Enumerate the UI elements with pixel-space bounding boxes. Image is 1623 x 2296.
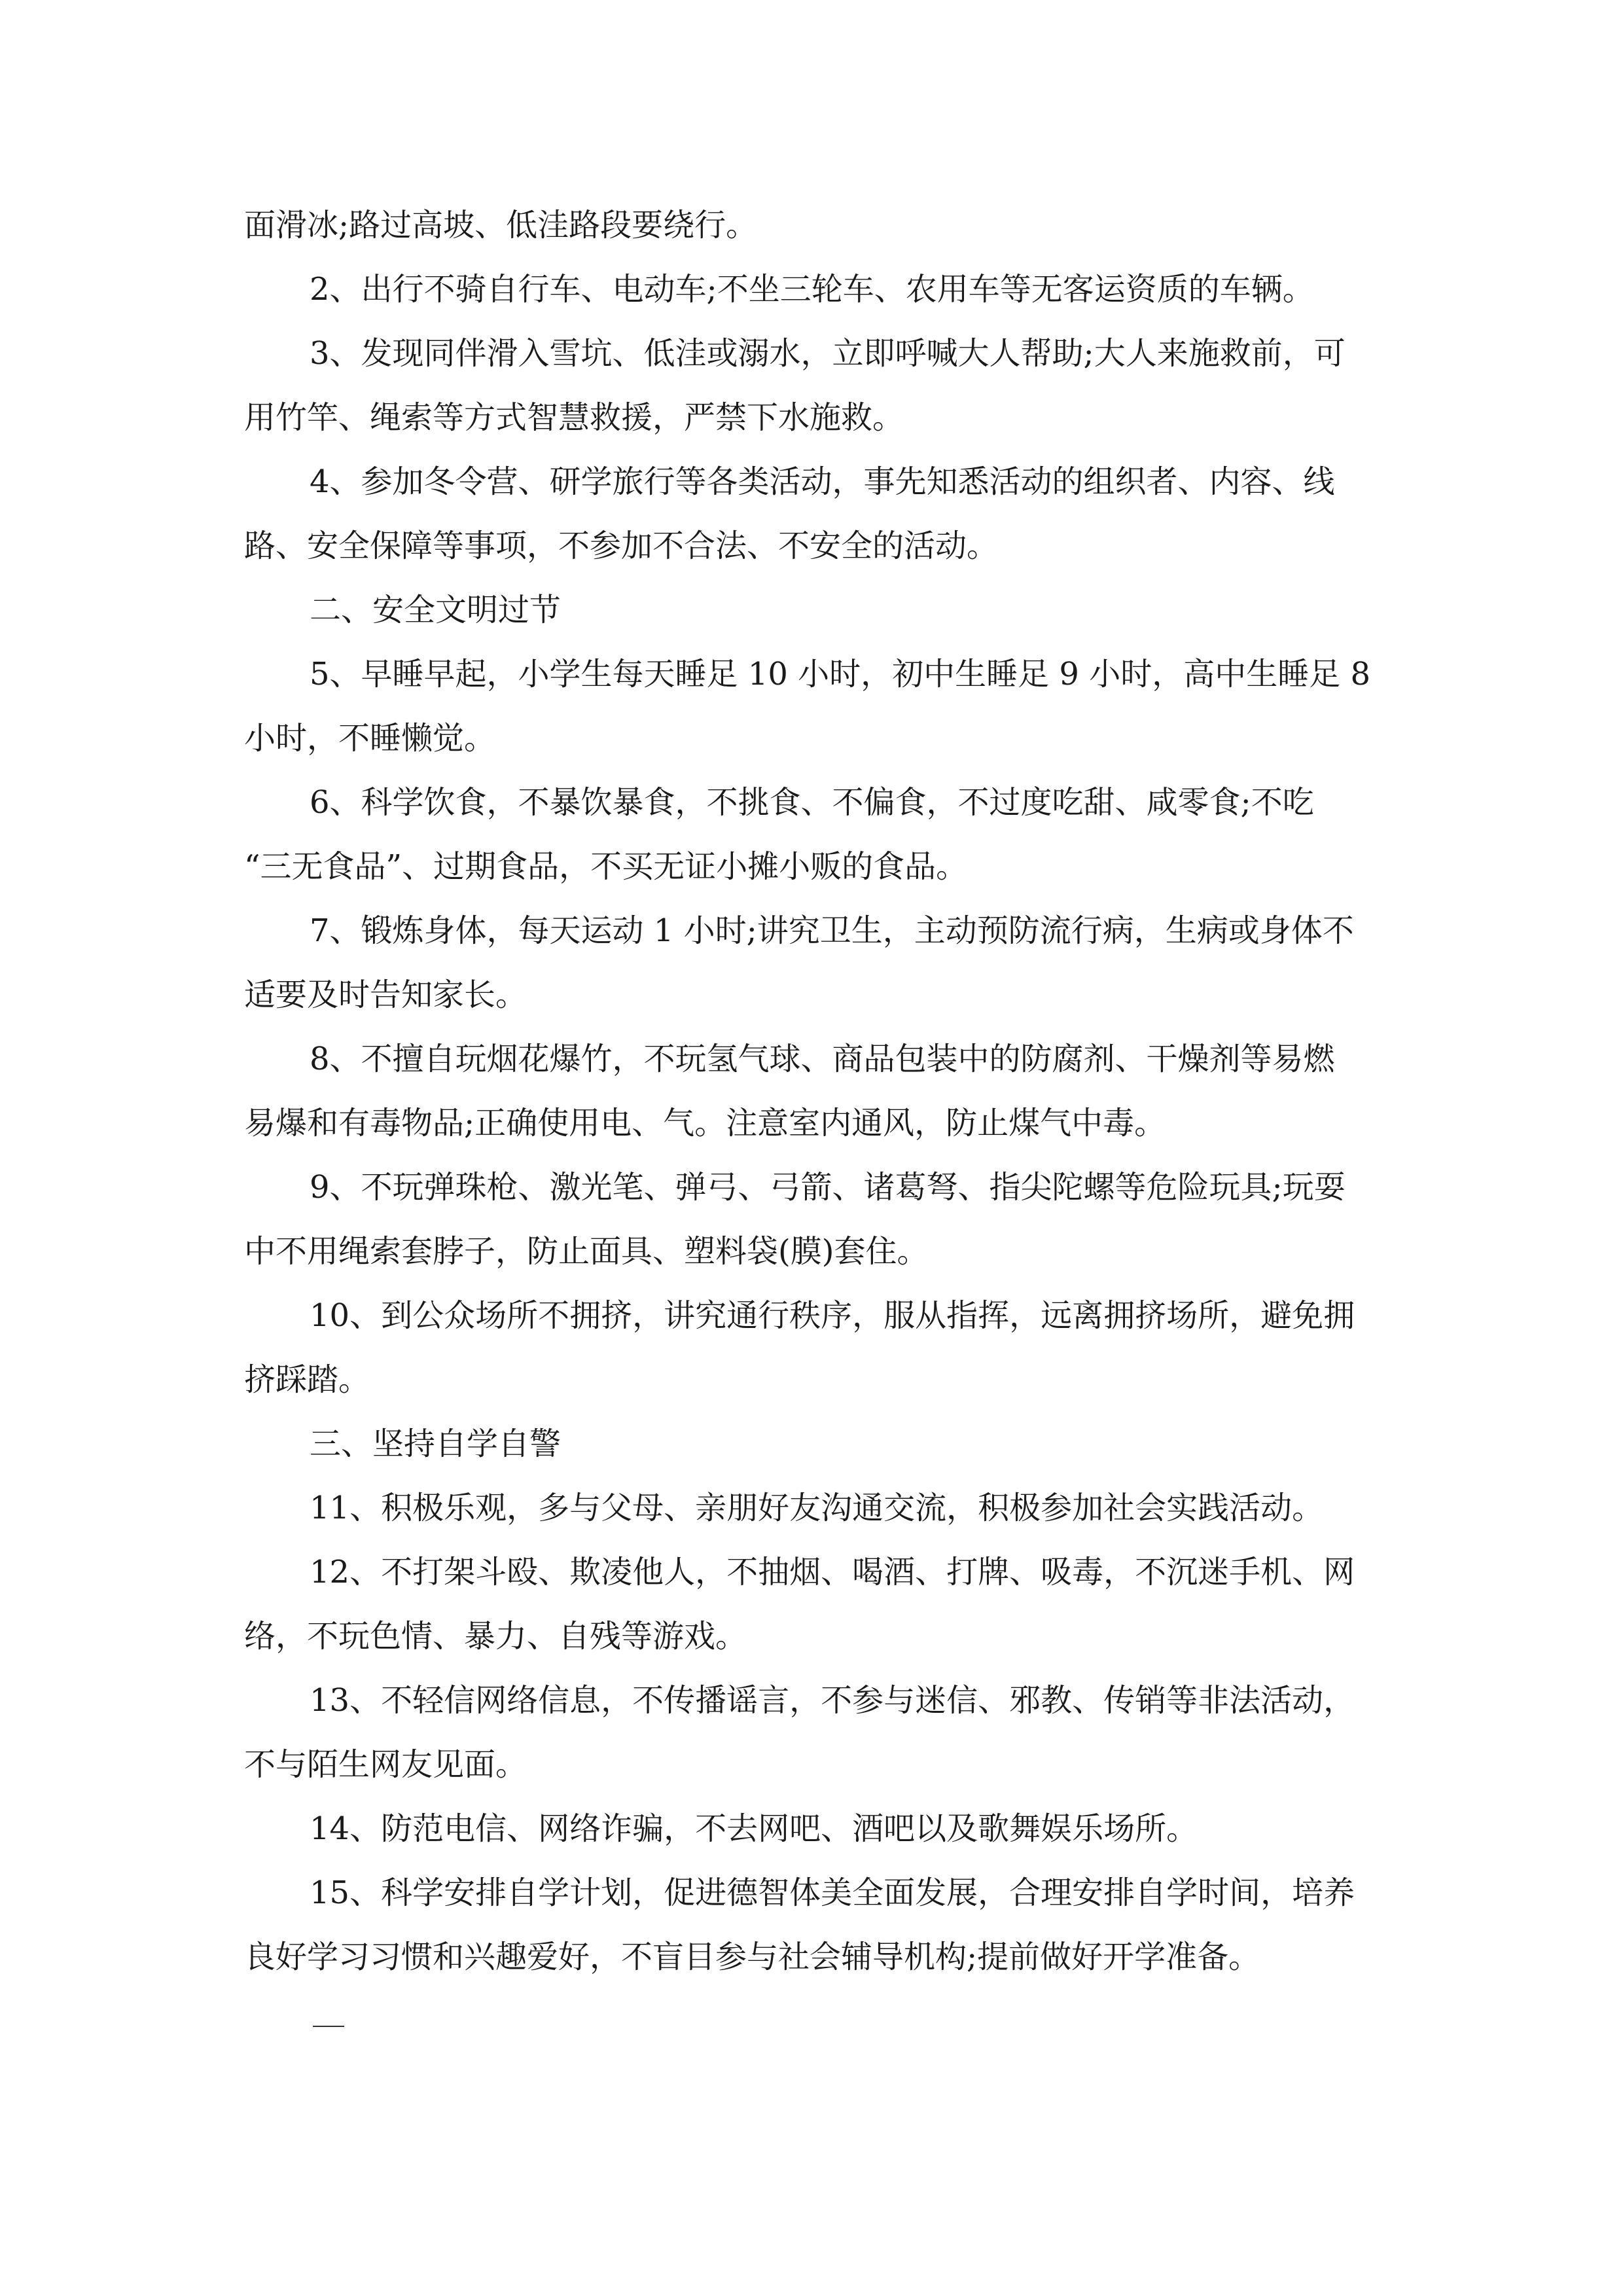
paragraph-line: 9、不玩弹珠枪、激光笔、弹弓、弓箭、诸葛弩、指尖陀螺等危险玩具;玩耍 (310, 1169, 1346, 1206)
section-heading: 二、安全文明过节 (310, 592, 562, 628)
text-line: 中不用绳索套脖子，防止面具、塑料袋(膜)套住。 (244, 1233, 929, 1270)
text-line: 面滑冰;路过高坡、低洼路段要绕行。 (244, 207, 758, 243)
paragraph-line: 3、发现同伴滑入雪坑、低洼或溺水，立即呼喊大人帮助;大人来施救前，可 (310, 335, 1346, 372)
text-line: 适要及时告知家长。 (244, 977, 527, 1013)
paragraph-line: 5、早睡早起，小学生每天睡足 10 小时，初中生睡足 9 小时，高中生睡足 8 (310, 656, 1370, 692)
document-body (244, 193, 1380, 1989)
text-line: 挤踩踏。 (244, 1361, 370, 1398)
paragraph-line: 10、到公众场所不拥挤，讲究通行秩序，服从指挥，远离拥挤场所，避免拥 (310, 1297, 1355, 1334)
paragraph-line: 13、不轻信网络信息，不传播谣言，不参与迷信、邪教、传销等非法活动， (310, 1682, 1355, 1719)
paragraph-line: 6、科学饮食，不暴饮暴食，不挑食、不偏食，不过度吃甜、咸零食;不吃 (310, 784, 1314, 821)
paragraph-line: 7、锻炼身体，每天运动 1 小时;讲究卫生，主动预防流行病，生病或身体不 (310, 912, 1354, 949)
footer-dash-mark (313, 2026, 344, 2027)
paragraph-line: 14、防范电信、网络诈骗，不去网吧、酒吧以及歌舞娱乐场所。 (310, 1810, 1198, 1847)
text-line: 络，不玩色情、暴力、自残等游戏。 (244, 1618, 747, 1655)
text-line: “三无食品”、过期食品，不买无证小摊小贩的食品。 (244, 848, 968, 885)
text-line: 小时，不睡懒觉。 (244, 720, 496, 757)
text-line: 用竹竿、绳索等方式智慧救援，严禁下水施救。 (244, 399, 904, 436)
paragraph-line: 8、不擅自玩烟花爆竹，不玩氢气球、商品包装中的防腐剂、干燥剂等易燃 (310, 1041, 1335, 1077)
paragraph-line: 2、出行不骑自行车、电动车;不坐三轮车、农用车等无客运资质的车辆。 (310, 271, 1314, 308)
text-line: 不与陌生网友见面。 (244, 1746, 527, 1783)
paragraph-line: 15、科学安排自学计划，促进德智体美全面发展，合理安排自学时间，培养 (310, 1874, 1355, 1911)
section-heading: 三、坚持自学自警 (310, 1426, 562, 1462)
paragraph-line: 4、参加冬令营、研学旅行等各类活动，事先知悉活动的组织者、内容、线 (310, 463, 1335, 500)
text-line: 易爆和有毒物品;正确使用电、气。注意室内通风，防止煤气中毒。 (244, 1105, 1166, 1141)
text-line: 良好学习习惯和兴趣爱好，不盲目参与社会辅导机构;提前做好开学准备。 (244, 1939, 1260, 1975)
paragraph-line: 12、不打架斗殴、欺凌他人，不抽烟、喝酒、打牌、吸毒，不沉迷手机、网 (310, 1554, 1355, 1590)
paragraph-line: 11、积极乐观，多与父母、亲朋好友沟通交流，积极参加社会实践活动。 (310, 1490, 1324, 1526)
text-line: 路、安全保障等事项，不参加不合法、不安全的活动。 (244, 528, 999, 564)
